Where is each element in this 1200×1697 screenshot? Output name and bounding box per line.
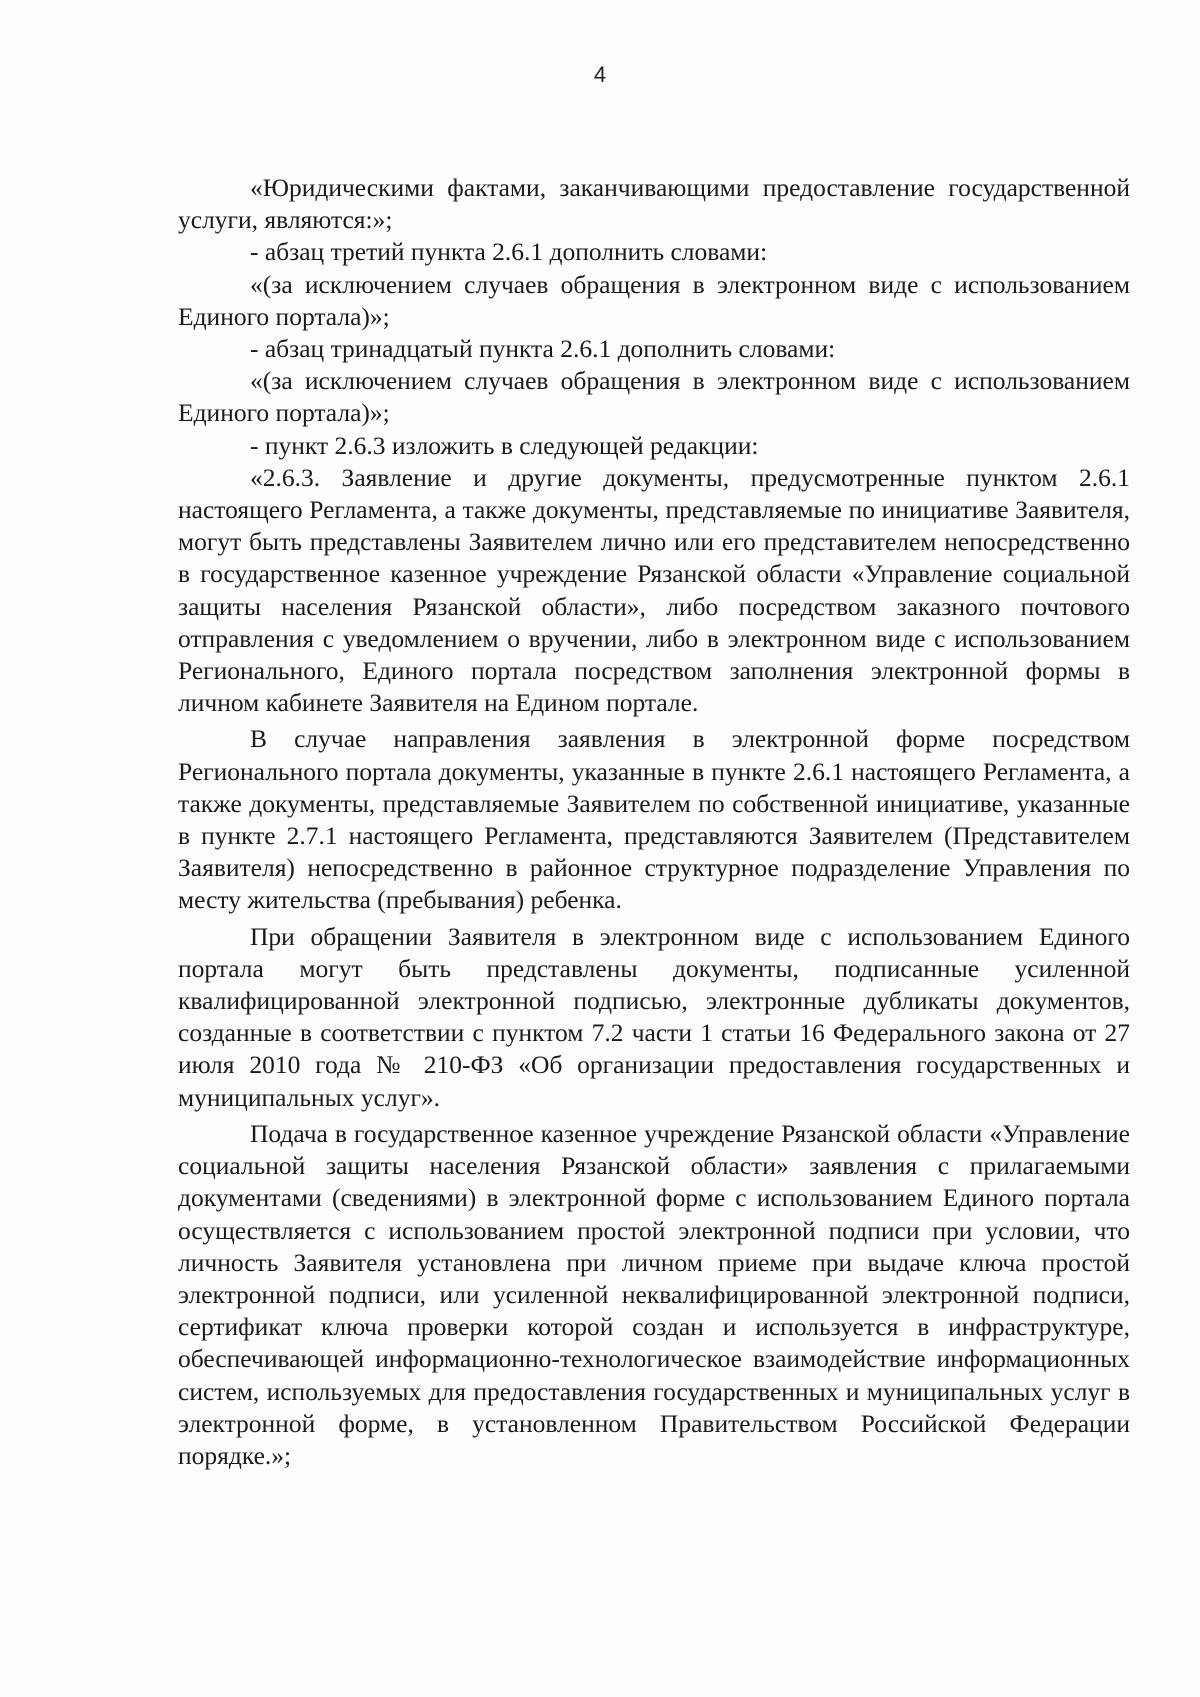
paragraph-regional-portal: В случае направления заявления в электронной форме посредством Регионального портала документы, указанные в пункте 2.6.1 настоящего Регламента, а также документы, представляемые Заявителем по собственной инициативе, указанные в пункте 2.7.1 настоящего Регламента, представляются Заявителем (Представителем Заявителя) непосредственно в районное структурное подразделение Управления по месту жительства (пребывания) ребенка. xyxy=(178,724,1130,915)
paragraph-unified-portal-documents: При обращении Заявителя в электронном виде с использованием Единого портала могут быть представлены документы, подписанные усиленной квалифицированной электронной подписью, электронные дубликаты документов, созданные в соответствии с пунктом 7.2 части 1 статьи 16 Федерального закона от 27 июля 2010 года № 210-ФЗ «Об организации предоставления государственных и муниципальных услуг». xyxy=(178,921,1130,1112)
paragraph-amend-2-6-1-thirteenth: - абзац тринадцатый пункта 2.6.1 дополнить словами: xyxy=(250,334,836,364)
paragraph-insert-text-2: «(за исключением случаев обращения в электронном виде с использованием Единого портала)»; xyxy=(178,366,1130,428)
paragraph-2-6-3-text: «2.6.3. Заявление и другие документы, предусмотренные пунктом 2.6.1 настоящего Регламента, а также документы, представляемые по инициативе Заявителя, могут быть представлены Заявителем лично или его представителем непосредственно в государственное казенное учреждение Рязанской области «Управление социальной защиты населения Рязанской области», либо посредством заказного почтового отправления с уведомлением о вручении, либо в электронном виде с использованием Регионального, Единого портала посредством заполнения электронной формы в личном кабинете Заявителя на Едином портале. xyxy=(178,462,1130,718)
page-number: 4 xyxy=(593,62,607,87)
paragraph-electronic-signature: Подача в государственное казенное учреждение Рязанской области «Управление социальной защиты населения Рязанской области» заявления с прилагаемыми документами (сведениями) в электронной форме с использованием Единого портала осуществляется с использованием простой электронной подписи при условии, что личность Заявителя установлена при личном приеме при выдаче ключа простой электронной подписи, или усиленной неквалифицированной электронной подписи, сертификат ключа проверки которой создан и используется в инфраструктуре, обеспечивающей информационно-технологическое взаимодействие информационных систем, используемых для предоставления государственных и муниципальных услуг в электронной форме, в установленном Правительством Российской Федерации порядке.»; xyxy=(178,1118,1130,1470)
paragraph-insert-text-1: «(за исключением случаев обращения в электронном виде с использованием Единого портала)»; xyxy=(178,269,1130,331)
document-body xyxy=(178,172,1130,1472)
paragraph-amend-2-6-3: - пункт 2.6.3 изложить в следующей редакции: xyxy=(250,430,759,460)
paragraph-amend-2-6-1-third: - абзац третий пункта 2.6.1 дополнить словами: xyxy=(250,237,768,267)
paragraph-legal-facts: «Юридическими фактами, заканчивающими предоставление государственной услуги, являются:»; xyxy=(178,173,1130,235)
